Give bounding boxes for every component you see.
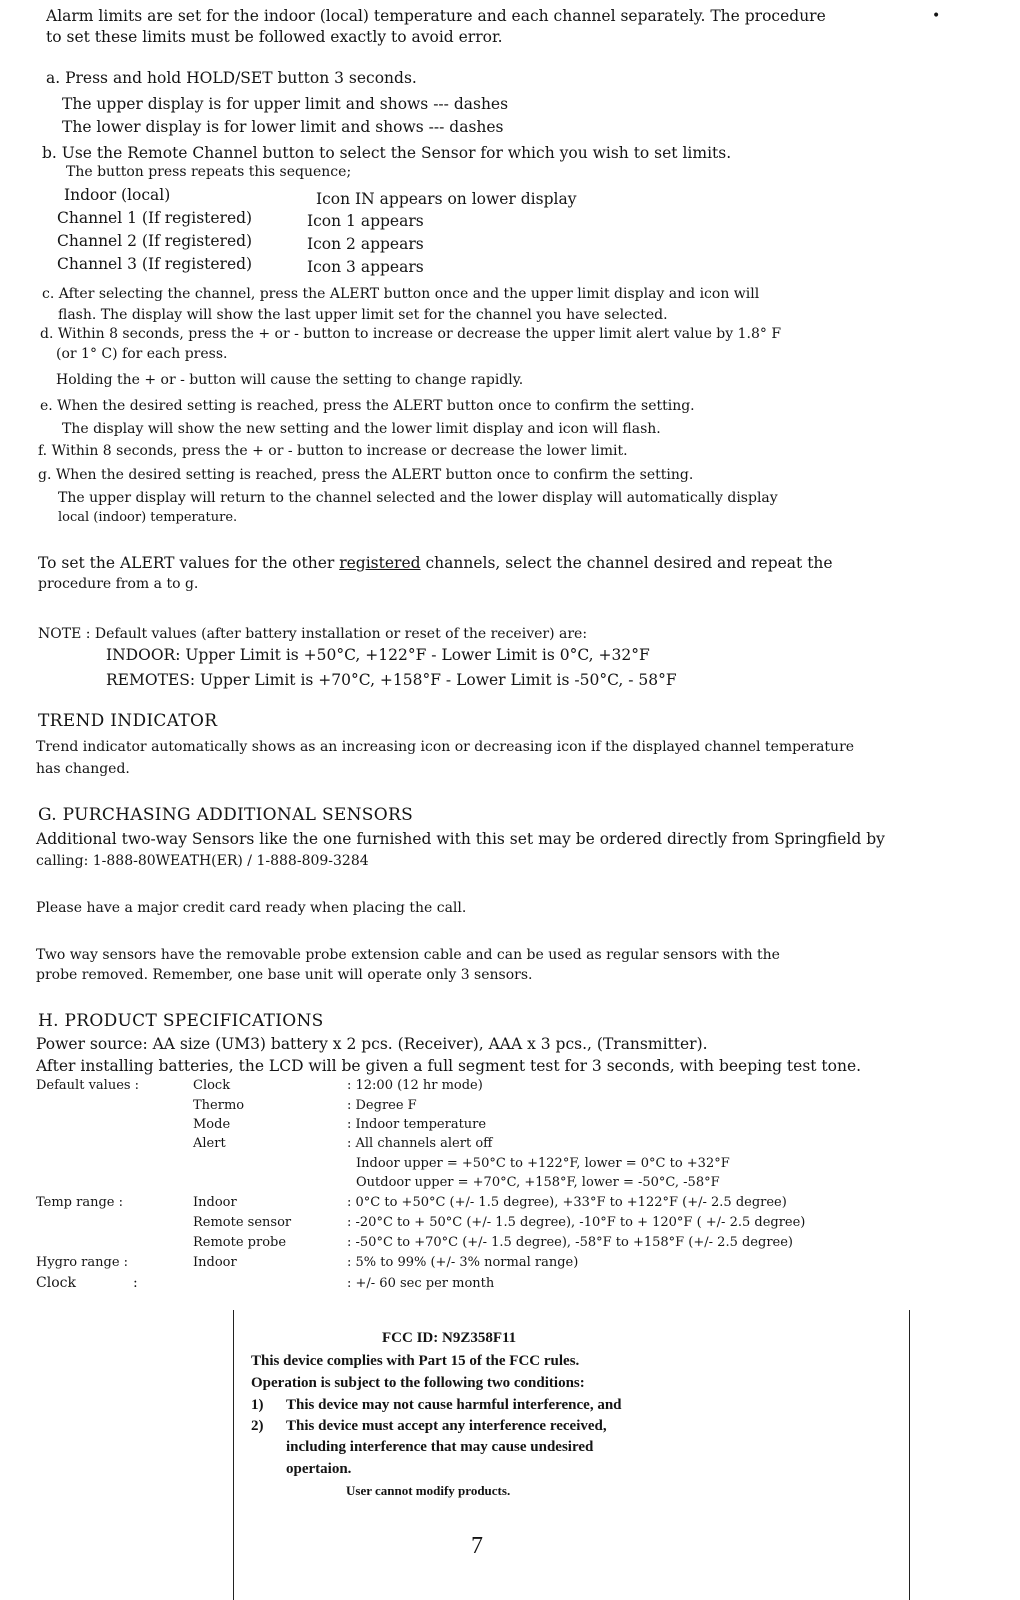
step-b-sequence-intro: The button press repeats this sequence; xyxy=(66,164,352,180)
spec-item: Alert xyxy=(193,1136,226,1151)
spec-value: Outdoor upper = +70°C, +158°F, lower = -50°C, -58°F xyxy=(356,1175,720,1190)
trend-line-2: has changed. xyxy=(36,761,130,777)
step-g-cont-2: local (indoor) temperature. xyxy=(58,510,238,525)
step-c-cont: flash. The display will show the last upper limit set for the channel you have selected. xyxy=(58,307,668,323)
specs-heading: H. PRODUCT SPECIFICATIONS xyxy=(38,1011,324,1031)
step-a: a. Press and hold HOLD/SET button 3 seconds. xyxy=(46,69,417,87)
spec-value: : Degree F xyxy=(347,1098,417,1113)
trend-line-1: Trend indicator automatically shows as an increasing icon or decreasing icon if the displayed channel temperature xyxy=(36,739,855,755)
other-registered: registered xyxy=(339,554,421,572)
page-number: 7 xyxy=(471,1533,483,1559)
spec-label: Clock xyxy=(36,1275,76,1291)
fcc-box xyxy=(233,1310,910,1600)
spec-item: Remote sensor xyxy=(193,1215,292,1230)
margin-dot: • xyxy=(932,8,941,24)
other-pre: To set the ALERT values for the other xyxy=(38,554,340,572)
step-e-cont: The display will show the new setting and the lower limit display and icon will flash. xyxy=(62,421,661,437)
fcc-line-2: Operation is subject to the following two conditions: xyxy=(251,1375,585,1391)
seq-icon-ch1: Icon 1 appears xyxy=(307,212,424,230)
fcc-title: FCC ID: N9Z358F11 xyxy=(382,1330,517,1346)
specs-test: After installing batteries, the LCD will be given a full segment test for 3 seconds, with beeping test tone. xyxy=(36,1057,862,1075)
purchasing-heading: G. PURCHASING ADDITIONAL SENSORS xyxy=(38,805,414,825)
step-f: f. Within 8 seconds, press the + or - button to increase or decrease the lower limit. xyxy=(38,443,628,459)
seq-name-ch1: Channel 1 (If registered) xyxy=(57,209,253,227)
fcc-cond-1-num: 1) xyxy=(251,1397,264,1413)
spec-value: : +/- 60 sec per month xyxy=(347,1276,495,1291)
intro-line-2: to set these limits must be followed exactly to avoid error. xyxy=(46,28,503,46)
spec-label: Default values : xyxy=(36,1078,140,1093)
note-line xyxy=(38,624,587,644)
spec-label: Temp range : xyxy=(36,1195,124,1210)
note-label: NOTE : xyxy=(38,626,95,642)
step-d: d. Within 8 seconds, press the + or - button to increase or decrease the upper limit alert value by 1.8° F xyxy=(40,326,782,342)
spec-value: : 0°C to +50°C (+/- 1.5 degree), +33°F to +122°F (+/- 2.5 degree) xyxy=(347,1195,787,1210)
fcc-cond-1: This device may not cause harmful interference, and xyxy=(286,1397,622,1413)
step-d-cont: (or 1° C) for each press. xyxy=(56,346,228,362)
purchasing-credit-card: Please have a major credit card ready when placing the call. xyxy=(36,900,467,916)
fcc-cond-2-num: 2) xyxy=(251,1418,264,1434)
trend-heading: TREND INDICATOR xyxy=(38,711,218,731)
specs-power: Power source: AA size (UM3) battery x 2 pcs. (Receiver), AAA x 3 pcs., (Transmitter). xyxy=(36,1035,708,1053)
step-a-lower: The lower display is for lower limit and shows --- dashes xyxy=(62,118,504,136)
fcc-line-1: This device complies with Part 15 of the FCC rules. xyxy=(251,1353,580,1369)
step-g-cont: The upper display will return to the channel selected and the lower display will automatically display xyxy=(58,490,778,506)
seq-icon-ch3: Icon 3 appears xyxy=(307,258,424,276)
fcc-cond-2-cont: including interference that may cause undesired xyxy=(286,1439,594,1455)
spec-value: : -50°C to +70°C (+/- 1.5 degree), -58°F to +158°F (+/- 2.5 degree) xyxy=(347,1235,793,1250)
spec-item: Remote probe xyxy=(193,1235,287,1250)
spec-value: : All channels alert off xyxy=(347,1136,493,1151)
spec-item: : xyxy=(133,1275,138,1291)
other-channels-line-2: procedure from a to g. xyxy=(38,576,199,592)
purchasing-two-way: Two way sensors have the removable probe extension cable and can be used as regular sensors with the xyxy=(36,947,780,963)
purchasing-probe: probe removed. Remember, one base unit will operate only 3 sensors. xyxy=(36,967,533,983)
other-post: channels, select the channel desired and repeat the xyxy=(420,554,833,572)
spec-item: Mode xyxy=(193,1117,231,1132)
spec-item: Indoor xyxy=(193,1255,237,1270)
step-c: c. After selecting the channel, press the ALERT button once and the upper limit display and icon will xyxy=(42,286,760,302)
step-g: g. When the desired setting is reached, press the ALERT button once to confirm the setting. xyxy=(38,467,694,483)
seq-icon-indoor: Icon IN appears on lower display xyxy=(316,190,577,208)
step-a-upper: The upper display is for upper limit and shows --- dashes xyxy=(62,95,509,113)
spec-item: Thermo xyxy=(193,1098,245,1113)
note-indoor: INDOOR: Upper Limit is +50°C, +122°F - Lower Limit is 0°C, +32°F xyxy=(106,646,650,664)
other-channels-line-1 xyxy=(38,553,833,573)
spec-value: : Indoor temperature xyxy=(347,1117,487,1132)
purchasing-phone: calling: 1-888-80WEATH(ER) / 1-888-809-3284 xyxy=(36,853,369,869)
note-remotes: REMOTES: Upper Limit is +70°C, +158°F - Lower Limit is -50°C, - 58°F xyxy=(106,671,677,689)
seq-name-ch2: Channel 2 (If registered) xyxy=(57,232,253,250)
seq-icon-ch2: Icon 2 appears xyxy=(307,235,424,253)
step-b: b. Use the Remote Channel button to select the Sensor for which you wish to set limits. xyxy=(42,144,732,162)
spec-item: Indoor xyxy=(193,1195,237,1210)
step-d-hold: Holding the + or - button will cause the setting to change rapidly. xyxy=(56,372,524,388)
fcc-cond-2-cont-2: opertaion. xyxy=(286,1461,352,1477)
fcc-user-note: User cannot modify products. xyxy=(346,1483,511,1498)
intro-line-1: Alarm limits are set for the indoor (local) temperature and each channel separately. The procedure xyxy=(46,7,826,25)
spec-value: : 5% to 99% (+/- 3% normal range) xyxy=(347,1255,579,1270)
spec-value: Indoor upper = +50°C to +122°F, lower = 0°C to +32°F xyxy=(356,1156,730,1171)
purchasing-line-1: Additional two-way Sensors like the one furnished with this set may be ordered directly from Springfield by xyxy=(36,830,885,848)
spec-value: : 12:00 (12 hr mode) xyxy=(347,1078,483,1093)
step-e: e. When the desired setting is reached, press the ALERT button once to confirm the setting. xyxy=(40,398,695,414)
seq-name-ch3: Channel 3 (If registered) xyxy=(57,255,253,273)
spec-label: Hygro range : xyxy=(36,1255,129,1270)
spec-item: Clock xyxy=(193,1078,231,1093)
seq-name-indoor: Indoor (local) xyxy=(64,186,171,204)
fcc-cond-2: This device must accept any interference received, xyxy=(286,1418,607,1434)
note-text: Default values (after battery installation or reset of the receiver) are: xyxy=(94,626,588,642)
spec-value: : -20°C to + 50°C (+/- 1.5 degree), -10°F to + 120°F ( +/- 2.5 degree) xyxy=(347,1215,806,1230)
